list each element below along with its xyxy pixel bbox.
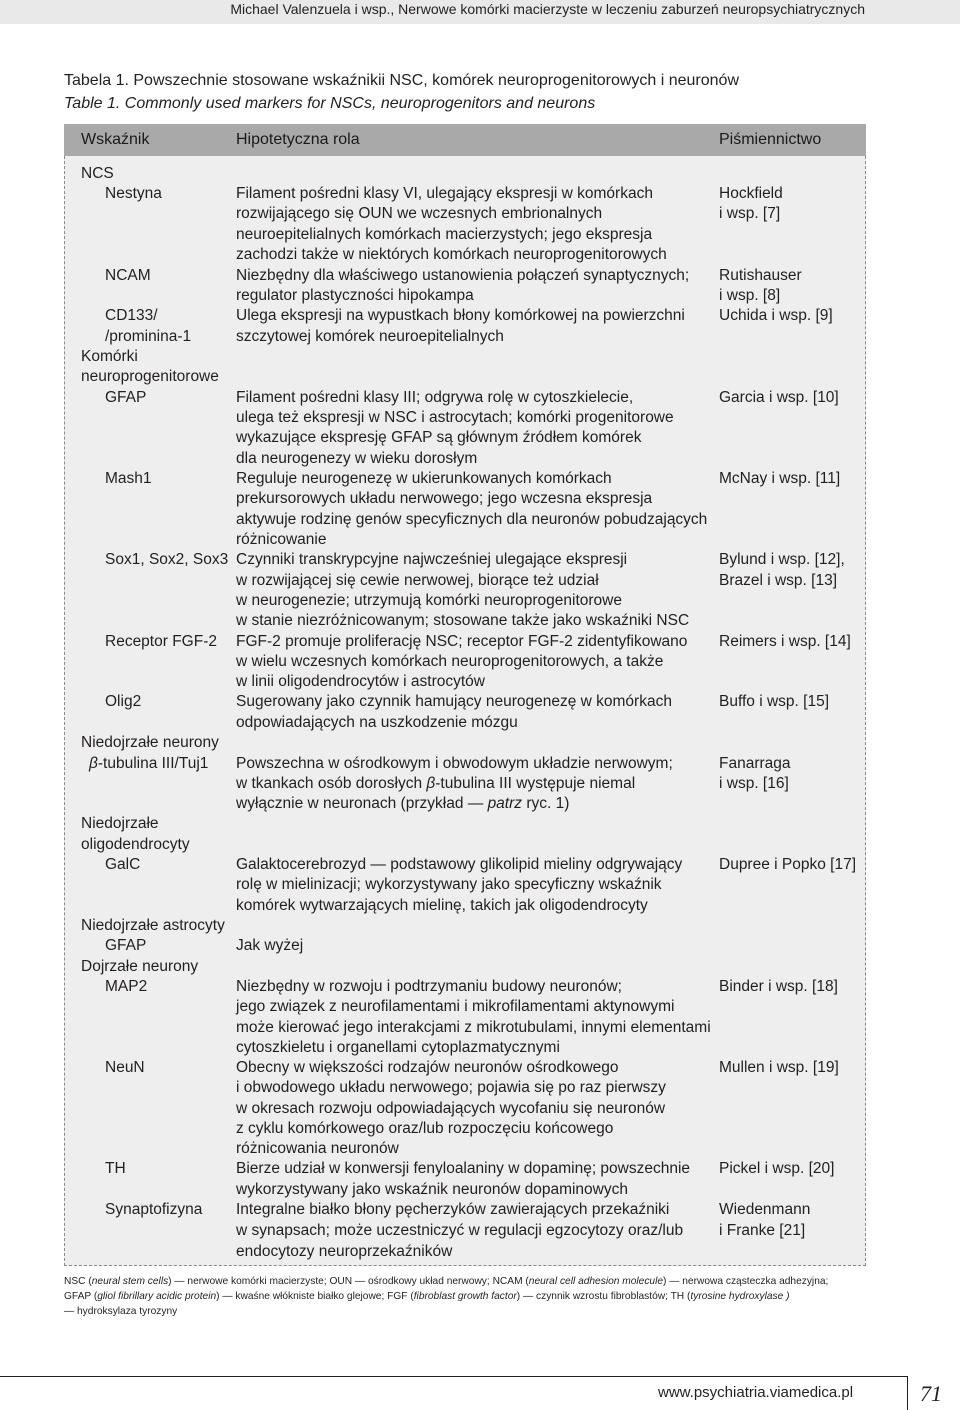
marker-cell: Mash1 — [105, 470, 152, 487]
footer-divider — [907, 1376, 908, 1410]
reference-cell: Pickel i wsp. [20] — [719, 1160, 835, 1177]
role-text: ryc. 1) — [522, 795, 570, 812]
role-cell: Czynniki transkrypcyjne najwcześniej ulegające ekspresji — [236, 551, 628, 568]
reference-cell: Fanarraga — [719, 755, 791, 772]
footnote-text: ) — kwaśne włókniste białko glejowe; FGF ( — [216, 1291, 414, 1302]
role-cell: Jak wyżej — [236, 937, 304, 954]
reference-cell: Wiedenmann — [719, 1201, 811, 1218]
role-cell: i obwodowego układu nerwowego; pojawia się po raz pierwszy — [236, 1079, 666, 1096]
reference-cell: Garcia i wsp. [10] — [719, 389, 839, 406]
role-text: podstawowy glikolipid mieliny odgrywający — [385, 856, 683, 873]
footnote-text: GFAP ( — [64, 1291, 98, 1302]
reference-cell: Rutishauser — [719, 267, 802, 284]
footnote-italic: neural cell adhesion molecule — [528, 1276, 664, 1287]
reference-cell: Buffo i wsp. [15] — [719, 693, 829, 710]
reference-cell: Dupree i Popko [17] — [719, 856, 857, 873]
role-cell: FGF-2 promuje proliferację NSC; receptor FGF-2 zidentyfikowano — [236, 633, 688, 650]
role-text: w tkankach osób dorosłych — [236, 775, 427, 792]
table-caption-pl: Tabela 1. Powszechnie stosowane wskaźnikii NSC, komórek neuroprogenitorowych i neuronów — [64, 72, 740, 89]
role-cell: Bierze udział w konwersji fenyloalaniny w dopaminę; powszechnie — [236, 1160, 691, 1177]
group-label: Niedojrzałe astrocyty — [81, 917, 225, 934]
role-cell: neuroepitelialnych komórkach macierzystych; jego ekspresja — [236, 226, 653, 243]
reference-cell: i wsp. [16] — [719, 775, 789, 792]
role-cell: Integralne białko błony pęcherzyków zawierających przekaźniki — [236, 1201, 670, 1218]
footnote-italic: fibroblast growth factor — [413, 1291, 517, 1302]
marker-cell: GFAP — [105, 389, 147, 406]
role-text: wyłącznie w neuronach (przykład — [236, 795, 468, 812]
marker-cell: Sox1, Sox2, Sox3 — [105, 551, 229, 568]
group-label: oligodendrocyty — [81, 836, 190, 853]
role-text-italic: patrz — [487, 795, 523, 812]
marker-cell: GalC — [105, 856, 141, 873]
reference-cell: Bylund i wsp. [12], — [719, 551, 845, 568]
role-cell: różnicowania neuronów — [236, 1140, 399, 1157]
reference-cell: Reimers i wsp. [14] — [719, 633, 851, 650]
table-caption-en: Table 1. Commonly used markers for NSCs, neuroprogenitors and neurons — [64, 95, 596, 112]
role-cell: endocytozy neuroprzekaźników — [236, 1243, 453, 1260]
role-text: Galaktocerebrozyd — [236, 856, 371, 873]
role-cell: w stanie niezróżnicowanym; stosowane także jako wskaźniki NSC — [236, 612, 690, 629]
role-cell: odpowiadających na uszkodzenie mózgu — [236, 714, 518, 731]
marker-cell: NCAM — [105, 267, 151, 284]
marker-cell: Nestyna — [105, 185, 162, 202]
marker-cell: Synaptofizyna — [105, 1201, 203, 1218]
role-cell — [236, 794, 569, 814]
role-cell: cytoszkieletu i organellami cytoplazmatycznymi — [236, 1039, 560, 1056]
footnote-italic: tyrosine hydroxylase ) — [690, 1291, 790, 1302]
footnote-line — [64, 1275, 884, 1289]
role-cell: w synapsach; może uczestniczyć w regulacji egzocytozy oraz/lub — [236, 1222, 684, 1239]
marker-text: -tubulina III/Tuj1 — [97, 755, 209, 772]
role-cell: w linii oligodendrocytów i astrocytów — [236, 673, 485, 690]
role-cell: aktywuje rodzinę genów specyficznych dla neuronów pobudzających — [236, 511, 708, 528]
footer-rule — [0, 1376, 907, 1377]
column-header-marker: Wskaźnik — [81, 131, 150, 148]
role-text: -tubulina III występuje niemal — [435, 775, 636, 792]
role-cell: regulator plastyczności hipokampa — [236, 287, 474, 304]
role-cell — [236, 855, 682, 875]
group-label: NCS — [81, 165, 114, 182]
role-cell: ulega też ekspresji w NSC i astrocytach; komórki progenitorowe — [236, 409, 674, 426]
group-label: neuroprogenitorowe — [81, 368, 219, 385]
group-label: Niedojrzałe neurony — [81, 734, 219, 751]
running-title: Michael Valenzuela i wsp., Nerwowe komórki macierzyste w leczeniu zaburzeń neuropsychiatrycznych — [230, 1, 865, 17]
role-cell: Niezbędny dla właściwego ustanowienia połączeń synaptycznych; — [236, 267, 690, 284]
role-cell: Filament pośredni klasy VI, ulegający ekspresji w komórkach — [236, 185, 653, 202]
role-cell: różnicowanie — [236, 531, 327, 548]
reference-cell: McNay i wsp. [11] — [719, 470, 841, 487]
reference-cell: i wsp. [8] — [719, 287, 781, 304]
role-cell: Sugerowany jako czynnik hamujący neurogenezę w komórkach — [236, 693, 672, 710]
role-cell: może kierować jego interakcjami z mikrotubulami, innymi elementami — [236, 1019, 711, 1036]
reference-cell: i wsp. [7] — [719, 205, 781, 222]
footnote-text: NSC ( — [64, 1276, 92, 1287]
reference-cell: Brazel i wsp. [13] — [719, 572, 838, 589]
reference-cell: i Franke [21] — [719, 1222, 806, 1239]
em-dash: — — [370, 856, 386, 873]
marker-cell: Olig2 — [105, 693, 142, 710]
role-cell: jego związek z neurofilamentami i mikrofilamentami aktynowymi — [236, 998, 675, 1015]
role-cell: szczytowej komórek neuroepitelialnych — [236, 328, 504, 345]
reference-cell: Uchida i wsp. [9] — [719, 307, 833, 324]
journal-url: www.psychiatria.viamedica.pl — [658, 1384, 854, 1401]
footnote-text: ) — nerwowa cząsteczka adhezyjna; — [663, 1276, 829, 1287]
role-cell: w neurogenezie; utrzymują komórki neuroprogenitorowe — [236, 592, 622, 609]
reference-cell: Hockfield — [719, 185, 783, 202]
running-header — [0, 0, 960, 24]
group-label: Niedojrzałe — [81, 815, 159, 832]
marker-cell — [89, 754, 208, 774]
role-cell: zachodzi także w niektórych komórkach neuroprogenitorowych — [236, 246, 667, 263]
page-number: 71 — [920, 1381, 942, 1406]
footnote-line — [64, 1290, 884, 1304]
em-dash: — — [467, 795, 484, 812]
footnote-text: ) — czynnik wzrostu fibroblastów; TH ( — [516, 1291, 691, 1302]
role-cell: Ulega ekspresji na wypustkach błony komórkowej na powierzchni — [236, 307, 685, 324]
role-cell: Niezbędny w rozwoju i podtrzymaniu budowy neuronów; — [236, 978, 622, 995]
column-header-role: Hipotetyczna rola — [236, 131, 360, 148]
reference-cell: Mullen i wsp. [19] — [719, 1059, 839, 1076]
reference-cell: Binder i wsp. [18] — [719, 978, 838, 995]
role-cell: dla neurogenezy w wieku dorosłym — [236, 450, 478, 467]
role-cell: wykazujące ekspresję GFAP są głównym źródłem komórek — [236, 429, 642, 446]
role-cell: Reguluje neurogenezę w ukierunkowanych komórkach — [236, 470, 612, 487]
marker-cell: /prominina-1 — [105, 328, 192, 345]
table-header — [64, 124, 866, 156]
marker-cell: CD133/ — [105, 307, 158, 324]
role-cell: w okresach rozwoju odpowiadających wycofaniu się neuronów — [236, 1100, 666, 1117]
group-label: Komórki — [81, 348, 138, 365]
role-cell — [236, 774, 635, 794]
column-header-references: Piśmiennictwo — [719, 131, 822, 148]
role-cell: Filament pośredni klasy III; odgrywa rolę w cytoszkielecie, — [236, 389, 634, 406]
group-label: Dojrzałe neurony — [81, 958, 199, 975]
marker-cell: NeuN — [105, 1059, 145, 1076]
footnote-line: — hydroksylaza tyrozyny — [64, 1306, 178, 1317]
role-cell: Obecny w większości rodzajów neuronów ośrodkowego — [236, 1059, 619, 1076]
beta-symbol: β — [426, 775, 436, 792]
marker-cell: Receptor FGF-2 — [105, 633, 217, 650]
footnote-italic: gliol fibrillary acidic protein — [97, 1291, 217, 1302]
role-cell: rozwijającego się OUN we wczesnych embrionalnych — [236, 205, 603, 222]
footnote-italic: neural stem cells — [91, 1276, 169, 1287]
marker-cell: MAP2 — [105, 978, 148, 995]
role-cell: prekursorowych układu nerwowego; jego wczesna ekspresja — [236, 490, 653, 507]
marker-cell: GFAP — [105, 937, 147, 954]
role-cell: komórek wytwarzających mielinę, takich jak oligodendrocyty — [236, 897, 648, 914]
role-cell: Powszechna w ośrodkowym i obwodowym układzie nerwowym; — [236, 755, 673, 772]
role-cell: w rozwijającej się cewie nerwowej, biorące też udział — [236, 572, 599, 589]
footnote-text: ) — nerwowe komórki macierzyste; OUN — ośrodkowy układ nerwowy; NCAM ( — [168, 1276, 529, 1287]
role-cell: z cyklu komórkowego oraz/lub rozpoczęciu końcowego — [236, 1120, 614, 1137]
beta-symbol: β — [89, 755, 98, 772]
marker-cell: TH — [105, 1160, 126, 1177]
role-cell: w wielu wczesnych komórkach neuroprogenitorowych, a także — [236, 653, 664, 670]
role-cell: rolę w mielinizacji; wykorzystywany jako specyficzny wskaźnik — [236, 876, 662, 893]
role-cell: wykorzystywany jako wskaźnik neuronów dopaminowych — [236, 1181, 628, 1198]
